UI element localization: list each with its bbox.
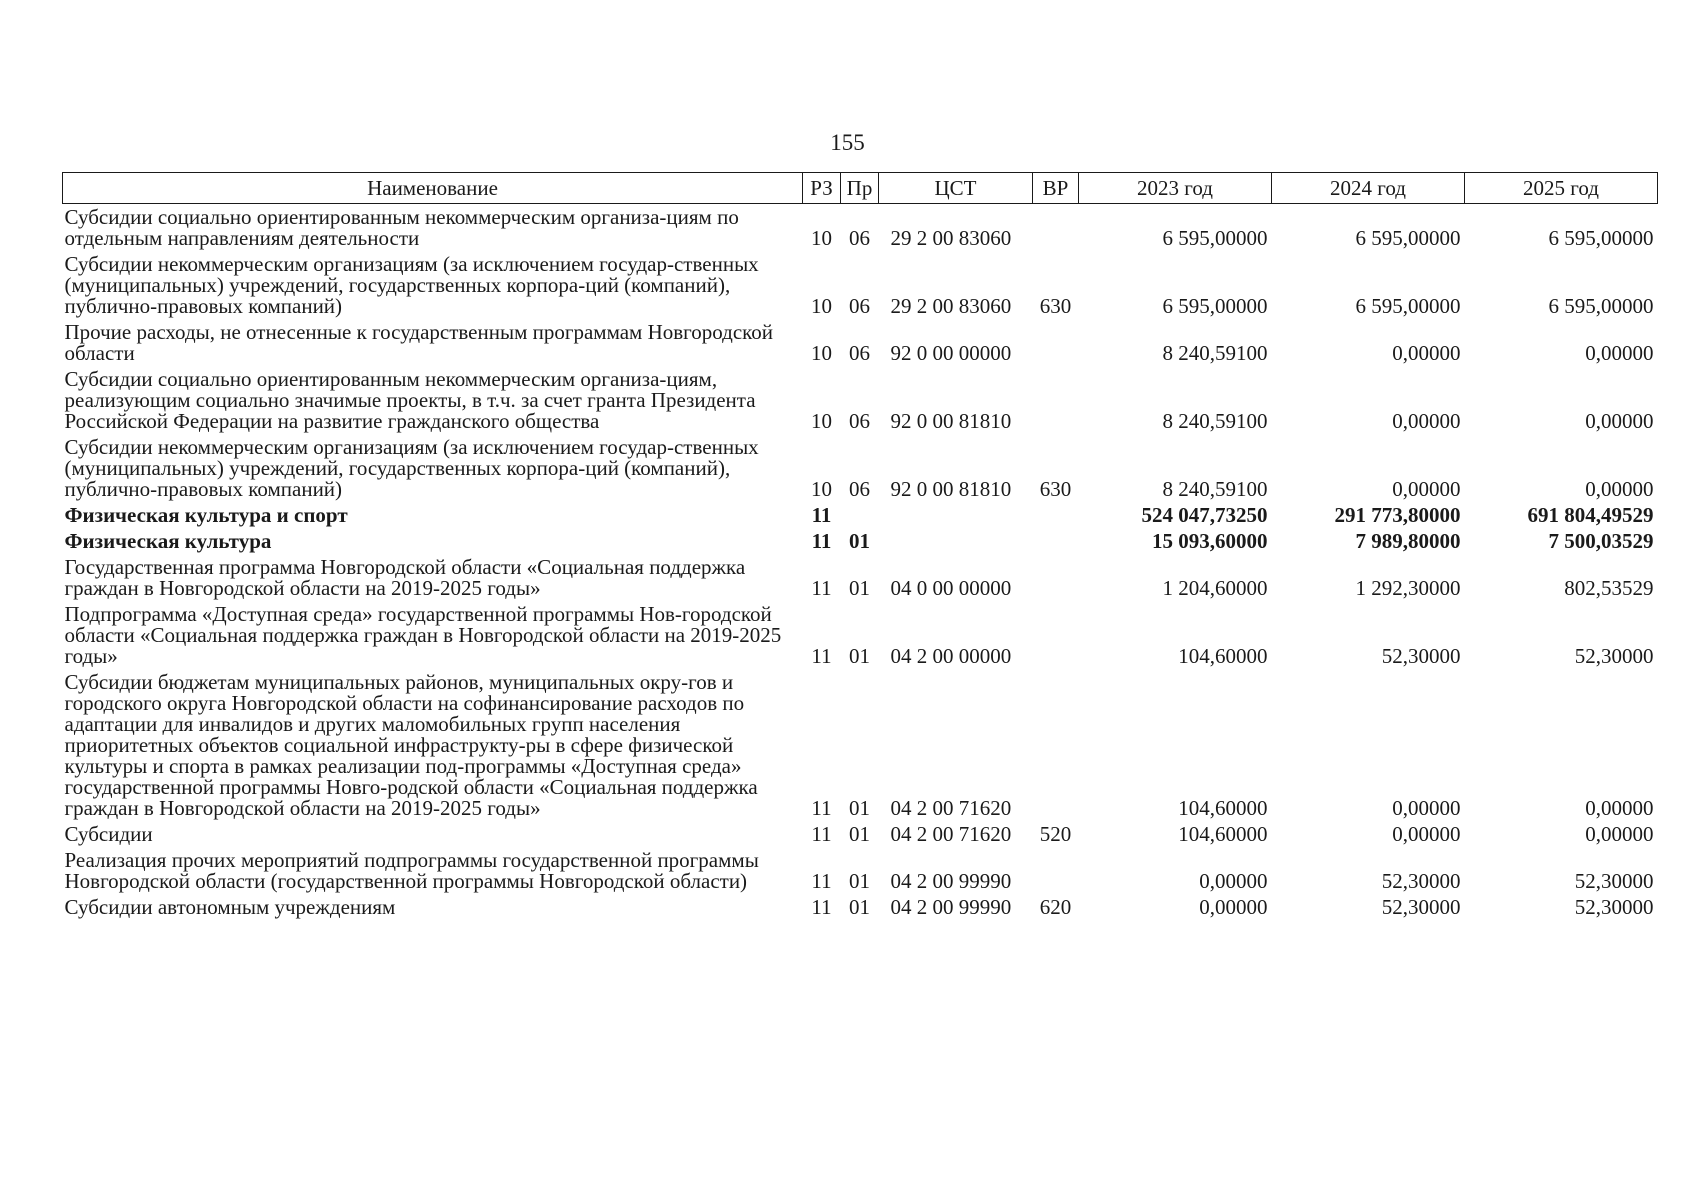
row-2024: 0,00000 xyxy=(1392,341,1461,365)
row-2024: 7 989,80000 xyxy=(1355,529,1461,553)
row-2025: 0,00000 xyxy=(1585,796,1654,820)
table-row xyxy=(63,554,1658,601)
row-cst: 04 2 00 71620 xyxy=(890,822,1012,846)
row-2023: 0,00000 xyxy=(1199,895,1268,919)
row-2025: 6 595,00000 xyxy=(1548,294,1654,318)
row-rz: 10 xyxy=(811,294,832,318)
row-vr xyxy=(1033,528,1079,554)
row-2025: 0,00000 xyxy=(1585,477,1654,501)
row-2023: 1 204,60000 xyxy=(1162,576,1268,600)
table-row xyxy=(63,847,1658,894)
row-cst: 92 0 00 81810 xyxy=(890,409,1012,433)
row-2024: 52,30000 xyxy=(1381,644,1461,668)
row-vr xyxy=(1033,366,1079,434)
row-cst: 29 2 00 83060 xyxy=(890,226,1012,250)
row-vr xyxy=(1033,554,1079,601)
table-body xyxy=(63,204,1658,921)
header-rz: РЗ xyxy=(803,173,841,204)
row-vr: 630 xyxy=(1039,294,1072,318)
budget-table xyxy=(62,172,1658,920)
header-2025: 2025 год xyxy=(1465,173,1658,204)
row-vr xyxy=(1033,601,1079,669)
row-cst xyxy=(879,528,1033,554)
row-cst: 04 2 00 99990 xyxy=(890,869,1012,893)
header-vr: ВР xyxy=(1033,173,1079,204)
row-name: Субсидии некоммерческим организациям (за исключением государ-ственных (муниципальных) учреждений, государственных корпора-ций (компаний), публично-правовых компаний) xyxy=(64,435,759,501)
row-2025: 0,00000 xyxy=(1585,409,1654,433)
row-cst: 92 0 00 81810 xyxy=(890,477,1012,501)
row-2023: 104,60000 xyxy=(1178,822,1268,846)
row-2024: 0,00000 xyxy=(1392,796,1461,820)
row-vr: 520 xyxy=(1039,822,1072,846)
row-rz: 11 xyxy=(811,822,832,846)
row-cst: 29 2 00 83060 xyxy=(890,294,1012,318)
row-rz: 10 xyxy=(811,226,832,250)
row-pr: 01 xyxy=(849,529,870,553)
row-pr: 01 xyxy=(849,796,870,820)
row-pr: 06 xyxy=(849,294,870,318)
row-2023: 6 595,00000 xyxy=(1162,294,1268,318)
row-2025: 52,30000 xyxy=(1574,895,1654,919)
table-row xyxy=(63,251,1658,319)
row-2023: 6 595,00000 xyxy=(1162,226,1268,250)
row-name: Государственная программа Новгородской области «Социальная поддержка граждан в Новгородской области на 2019-2025 годы» xyxy=(64,555,746,600)
row-name: Субсидии бюджетам муниципальных районов, муниципальных окру-гов и городского округа Новгородской области на софинансирование расходов по адаптации для инвалидов и других маломобильных групп населения приоритетных объектов социальной инфраструкту-ры в сфере физической культуры и спорта в рамках реализации под-программы «Доступная среда» государственной программы Новго-родской области «Социальная поддержка граждан в Новгородской области на 2019-2025 годы» xyxy=(64,670,758,820)
row-2025: 52,30000 xyxy=(1574,869,1654,893)
row-2024: 0,00000 xyxy=(1392,822,1461,846)
row-cst: 04 0 00 00000 xyxy=(890,576,1012,600)
row-cst: 04 2 00 71620 xyxy=(890,796,1012,820)
row-name: Субсидии некоммерческим организациям (за исключением государ-ственных (муниципальных) учреждений, государственных корпора-ций (компаний), публично-правовых компаний) xyxy=(64,252,759,318)
row-2023: 8 240,59100 xyxy=(1162,477,1268,501)
row-2024: 52,30000 xyxy=(1381,895,1461,919)
row-pr: 06 xyxy=(849,409,870,433)
row-name: Подпрограмма «Доступная среда» государственной программы Нов-городской области «Социальная поддержка граждан в Новгородской области на 2019-2025 годы» xyxy=(64,602,782,668)
row-2025: 691 804,49529 xyxy=(1527,503,1654,527)
row-rz: 10 xyxy=(811,477,832,501)
row-2025: 52,30000 xyxy=(1574,644,1654,668)
row-name: Прочие расходы, не отнесенные к государственным программам Новгородской области xyxy=(64,320,774,365)
row-rz: 11 xyxy=(811,529,832,553)
row-name: Реализация прочих мероприятий подпрограммы государственной программы Новгородской области (государственной программы Новгородской области) xyxy=(64,848,759,893)
row-cst: 04 2 00 99990 xyxy=(890,895,1012,919)
row-rz: 10 xyxy=(811,341,832,365)
header-2024: 2024 год xyxy=(1272,173,1465,204)
section-row xyxy=(63,502,1658,528)
row-name: Субсидии социально ориентированным некоммерческим организа-циям по отдельным направлениям деятельности xyxy=(64,205,739,250)
row-name: Субсидии автономным учреждениям xyxy=(64,895,396,919)
row-name: Субсидии xyxy=(64,822,153,846)
row-rz: 11 xyxy=(811,895,832,919)
row-2023: 15 093,60000 xyxy=(1152,529,1268,553)
row-2023: 524 047,73250 xyxy=(1141,503,1268,527)
table-row xyxy=(63,601,1658,669)
row-pr: 01 xyxy=(849,644,870,668)
header-2023: 2023 год xyxy=(1079,173,1272,204)
table-row xyxy=(63,669,1658,821)
row-2024: 6 595,00000 xyxy=(1355,226,1461,250)
row-vr xyxy=(1033,847,1079,894)
table-row xyxy=(63,894,1658,920)
row-pr: 06 xyxy=(849,341,870,365)
row-vr: 620 xyxy=(1039,895,1072,919)
row-cst: 04 2 00 00000 xyxy=(890,644,1012,668)
row-rz: 11 xyxy=(811,644,832,668)
row-vr xyxy=(1033,669,1079,821)
row-vr xyxy=(1033,319,1079,366)
row-name: Физическая культура и спорт xyxy=(64,503,348,527)
table-row xyxy=(63,319,1658,366)
row-2025: 802,53529 xyxy=(1564,576,1654,600)
row-pr: 06 xyxy=(849,477,870,501)
header-name: Наименование xyxy=(63,173,803,204)
table-header-row xyxy=(63,173,1658,204)
row-vr xyxy=(1033,502,1079,528)
table-row xyxy=(63,366,1658,434)
row-2025: 6 595,00000 xyxy=(1548,226,1654,250)
row-2023: 104,60000 xyxy=(1178,644,1268,668)
row-2024: 52,30000 xyxy=(1381,869,1461,893)
row-name: Физическая культура xyxy=(64,529,272,553)
row-2024: 291 773,80000 xyxy=(1334,503,1461,527)
header-cst: ЦСТ xyxy=(879,173,1033,204)
row-vr xyxy=(1033,204,1079,252)
row-2024: 1 292,30000 xyxy=(1355,576,1461,600)
row-2025: 7 500,03529 xyxy=(1548,529,1654,553)
row-2025: 0,00000 xyxy=(1585,341,1654,365)
row-2024: 0,00000 xyxy=(1392,409,1461,433)
row-vr: 630 xyxy=(1039,477,1072,501)
row-rz: 10 xyxy=(811,409,832,433)
table-row xyxy=(63,204,1658,252)
row-pr: 06 xyxy=(849,226,870,250)
row-2023: 8 240,59100 xyxy=(1162,409,1268,433)
row-rz: 11 xyxy=(811,576,832,600)
table-row xyxy=(63,821,1658,847)
row-2023: 0,00000 xyxy=(1199,869,1268,893)
row-2024: 6 595,00000 xyxy=(1355,294,1461,318)
row-2023: 104,60000 xyxy=(1178,796,1268,820)
row-pr: 01 xyxy=(849,576,870,600)
header-pr: Пр xyxy=(841,173,879,204)
row-2025: 0,00000 xyxy=(1585,822,1654,846)
row-pr: 01 xyxy=(849,895,870,919)
row-rz: 11 xyxy=(811,796,832,820)
page-number: 155 xyxy=(830,130,865,155)
row-pr: 01 xyxy=(849,869,870,893)
row-2023: 8 240,59100 xyxy=(1162,341,1268,365)
row-cst: 92 0 00 00000 xyxy=(890,341,1012,365)
row-name: Субсидии социально ориентированным некоммерческим организа-циям, реализующим социально значимые проекты, в т.ч. за счет гранта Президента Российской Федерации на развитие гражданского общества xyxy=(64,367,756,433)
row-2024: 0,00000 xyxy=(1392,477,1461,501)
subsection-row xyxy=(63,528,1658,554)
row-pr: 01 xyxy=(849,822,870,846)
row-rz: 11 xyxy=(811,503,832,527)
table-row xyxy=(63,434,1658,502)
row-pr xyxy=(841,502,879,528)
row-rz: 11 xyxy=(811,869,832,893)
row-cst xyxy=(879,502,1033,528)
